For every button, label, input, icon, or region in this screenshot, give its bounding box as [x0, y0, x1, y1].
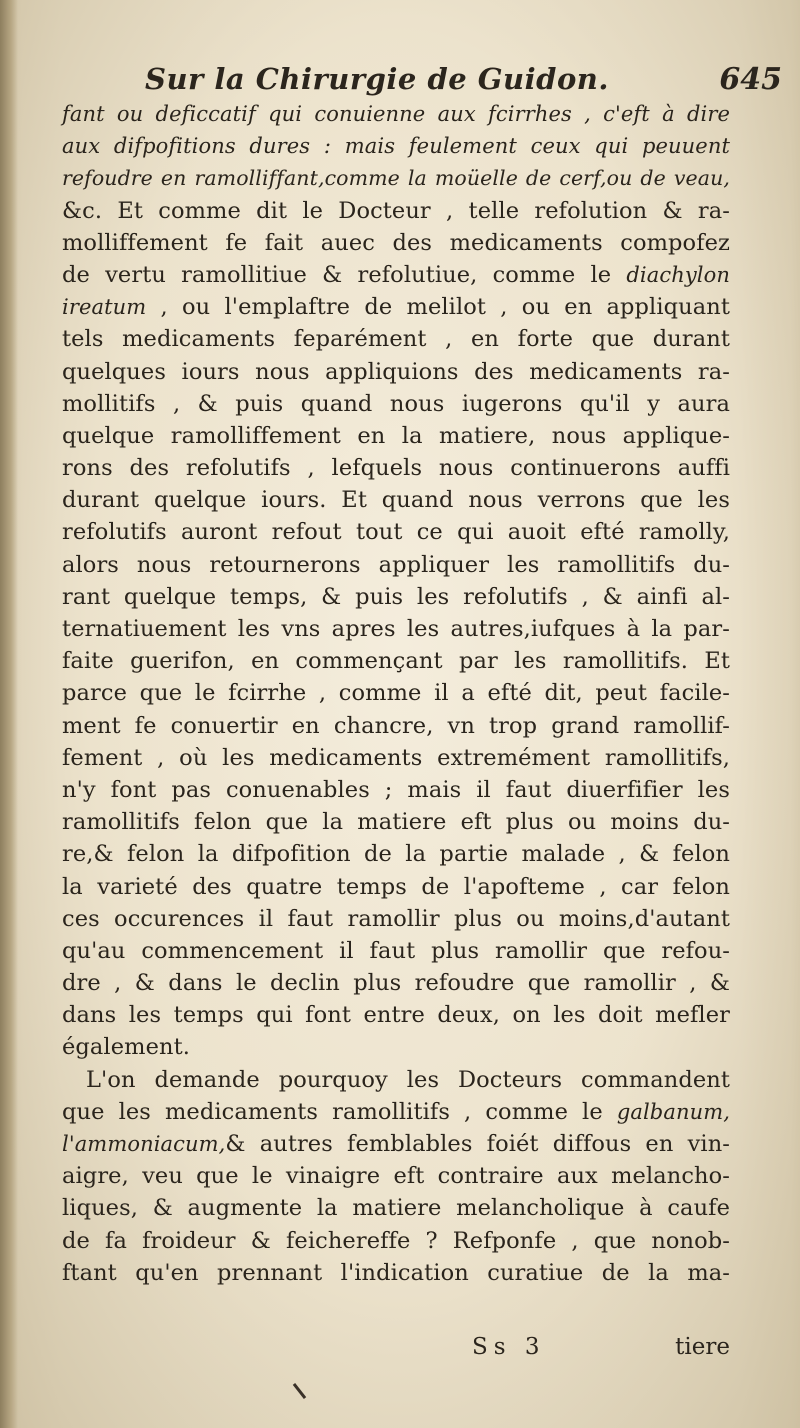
running-head — [60, 54, 800, 98]
text-line — [62, 291, 730, 323]
text-segment: ces occurences il faut ramollir plus ou moins,d'autant — [62, 905, 730, 932]
text-line — [62, 195, 730, 227]
catchword: tiere — [675, 1334, 730, 1360]
text-segment: mollitifs , & puis quand nous iugerons qu'il y aura — [62, 390, 730, 417]
text-segment: L'on demande pourquoy les Docteurs commandent — [86, 1066, 730, 1093]
text-line — [62, 259, 730, 291]
signature-mark: Ss 3 — [472, 1334, 546, 1360]
text-segment: n'y font pas conuenables ; mais il faut diuerfifier les — [62, 776, 730, 803]
text-segment: la varieté des quatre temps de l'apofteme , car felon — [62, 873, 730, 900]
text-line — [62, 1096, 730, 1128]
text-line — [62, 1257, 730, 1289]
text-segment: alors nous retournerons appliquer les ramollitifs du- — [62, 551, 730, 578]
text-line — [62, 806, 730, 838]
text-segment: que les medicaments ramollitifs , comme le — [62, 1098, 617, 1125]
text-line — [62, 484, 730, 516]
italic-text-segment: fant ou deficcatif qui conuienne aux fcirrhes , c'eft à dire — [62, 102, 730, 126]
text-segment: , ou l'emplaftre de melilot , ou en appliquant — [146, 294, 730, 321]
text-line — [62, 871, 730, 903]
text-line — [62, 1160, 730, 1192]
text-segment: qu'au commencement il faut plus ramollir que refou- — [62, 937, 730, 964]
body-text — [62, 98, 730, 1289]
text-segment: refolutifs auront refout tout ce qui auoit efté ramolly, — [62, 519, 730, 546]
text-segment: re,& felon la difpofition de la partie malade , & felon — [62, 841, 730, 868]
text-line — [62, 903, 730, 935]
text-segment: de vertu ramollitiue & refolutiue, comme le — [62, 261, 627, 288]
text-line — [62, 774, 730, 806]
text-line — [62, 452, 730, 484]
text-segment: rons des refolutifs , lefquels nous continuerons auffi — [62, 455, 730, 482]
text-segment: liques, & augmente la matiere melancholique à caufe — [62, 1195, 730, 1222]
text-segment: durant quelque iours. Et quand nous verrons que les — [62, 487, 730, 514]
text-segment: aigre, veu que le vinaigre eft contraire aux melancho- — [62, 1163, 730, 1190]
text-line — [62, 742, 730, 774]
text-line — [62, 420, 730, 452]
text-segment: fement , où les medicaments extremément ramollitifs, — [62, 744, 730, 771]
text-line — [62, 516, 730, 548]
text-line — [62, 1128, 730, 1160]
italic-text-segment: l'ammoniacum, — [62, 1132, 226, 1156]
text-line — [62, 935, 730, 967]
text-line — [62, 710, 730, 742]
text-line — [62, 227, 730, 259]
text-segment: quelque ramolliffement en la matiere, nous applique- — [62, 422, 730, 449]
text-line — [62, 388, 730, 420]
text-line — [62, 549, 730, 581]
text-segment: de fa froideur & feichereffe ? Refponfe , que nonob- — [62, 1227, 730, 1254]
text-segment: ternatiuement les vns apres les autres,iufques à la par- — [62, 616, 730, 642]
text-segment: dans les temps qui font entre deux, on les doit mefler — [62, 1002, 730, 1029]
text-segment: ftant qu'en prennant l'indication curatiue de la ma- — [62, 1259, 730, 1286]
ink-stroke — [293, 1383, 306, 1399]
text-line — [62, 323, 730, 355]
italic-text-segment: aux difpofitions dures : mais feulement ceux qui peuuent — [62, 134, 730, 159]
italic-text-segment: galbanum, — [616, 1099, 730, 1124]
text-line — [62, 162, 730, 194]
text-line — [62, 999, 730, 1031]
text-segment: parce que le fcirrhe , comme il a efté dit, peut facile- — [62, 680, 730, 707]
text-line — [62, 130, 730, 162]
text-line — [62, 356, 730, 388]
text-segment: ment fe conuertir en chancre, vn trop grand ramollif- — [62, 712, 730, 739]
text-line — [62, 1192, 730, 1224]
text-line — [62, 1225, 730, 1257]
page-gutter-shadow — [0, 0, 18, 1428]
italic-text-segment: ireatum — [62, 295, 147, 320]
text-segment: &c. Et comme dit le Docteur , telle refolution & ra- — [62, 197, 730, 224]
text-line — [62, 967, 730, 999]
text-segment: faite guerifon, en commençant par les ramollitifs. Et — [62, 648, 730, 675]
text-line — [62, 613, 730, 645]
text-line — [62, 581, 730, 613]
running-title: Sur la Chirurgie de Guidon. — [145, 62, 609, 96]
text-segment: molliffement fe fait auec des medicaments compofez — [62, 229, 730, 256]
text-segment: également. — [62, 1034, 190, 1061]
text-segment: dre , & dans le declin plus refoudre que ramollir , & — [62, 970, 730, 997]
text-line — [62, 677, 730, 709]
text-line — [62, 1064, 730, 1096]
italic-text-segment: diachylon — [626, 262, 730, 287]
text-line — [62, 98, 730, 130]
page-footer — [62, 1334, 730, 1370]
text-segment: tels medicaments feparément , en forte que durant — [62, 326, 730, 353]
page-number: 645 — [719, 62, 782, 97]
italic-text-segment: refoudre en ramolliffant,comme la moüelle de cerf,ou de veau, — [62, 166, 730, 191]
text-line — [62, 645, 730, 677]
text-segment: & autres femblables foiét diffous en vin- — [225, 1131, 730, 1157]
text-segment: rant quelque temps, & puis les refolutifs , & ainfi al- — [62, 583, 730, 610]
text-segment: quelques iours nous appliquions des medicaments ra- — [62, 358, 730, 385]
text-line — [62, 1031, 730, 1063]
text-line — [62, 838, 730, 870]
text-segment: ramollitifs felon que la matiere eft plus ou moins du- — [62, 809, 730, 836]
